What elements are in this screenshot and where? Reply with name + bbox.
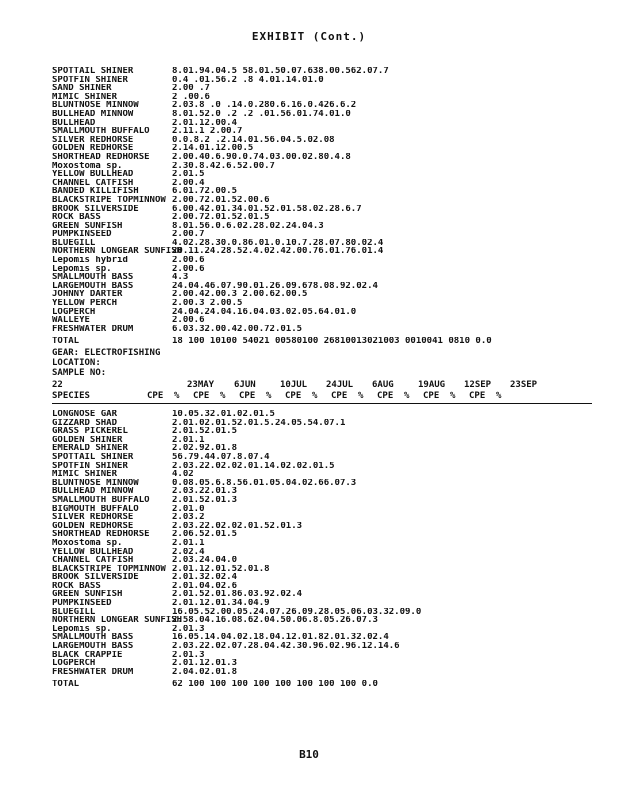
species-name: Lepomis sp. bbox=[52, 624, 112, 634]
species-name: CHANNEL CATFISH bbox=[52, 556, 134, 565]
row-values: 2.06.52.01.5 bbox=[172, 530, 238, 539]
table-row bbox=[52, 436, 592, 445]
row-values: 2.04.02.01.8 bbox=[172, 667, 238, 677]
table-row bbox=[52, 410, 592, 419]
table-row bbox=[52, 290, 592, 299]
row-values: 2.00.72.01.52.00.6 bbox=[172, 195, 270, 205]
table-row bbox=[52, 642, 592, 651]
species-name: FRESHWATER DRUM bbox=[52, 667, 134, 677]
date-7: 12SEP bbox=[464, 380, 492, 390]
date-3: 10JUL bbox=[280, 380, 308, 390]
table-row bbox=[52, 513, 592, 522]
row-values: 2.01.02.01.52.01.5.24.05.54.07.1 bbox=[172, 418, 346, 428]
table-row bbox=[52, 162, 592, 171]
species-name: BLUNTNOSE MINNOW bbox=[52, 101, 139, 110]
row-values: 2.03.24.04.0 bbox=[172, 556, 238, 565]
row-values: 6.00.42.01.34.01.52.01.58.02.28.6.7 bbox=[172, 204, 362, 214]
percent-col-label: % bbox=[404, 391, 410, 401]
row-values: 2.01.12.01.34.04.9 bbox=[172, 599, 270, 608]
total-row bbox=[52, 337, 592, 346]
species-name: Lepomis sp. bbox=[52, 264, 112, 274]
species-name: MIMIC SHINER bbox=[52, 470, 118, 479]
table-row bbox=[52, 427, 592, 436]
species-name: BROOK SILVERSIDE bbox=[52, 204, 139, 214]
table-row bbox=[52, 462, 592, 471]
date-header-row bbox=[52, 380, 592, 404]
date-2: 6JUN bbox=[234, 380, 256, 390]
table-row bbox=[52, 110, 592, 119]
percent-col-label: % bbox=[220, 391, 226, 401]
cpe-col-label: CPE bbox=[377, 391, 394, 401]
row-values: 2.03.2 bbox=[172, 513, 205, 522]
species-name: BULLHEAD bbox=[52, 118, 96, 128]
percent-col-label: % bbox=[358, 391, 364, 401]
species-name: SMALLMOUTH BASS bbox=[52, 273, 134, 282]
row-values: 2.00.4 bbox=[172, 178, 205, 188]
row-values: 2.30.8.42.6.52.00.7 bbox=[172, 161, 275, 171]
row-values: 2.03.22.02.07.28.04.42.30.96.02.96.12.14.6 bbox=[172, 642, 400, 651]
table-row bbox=[52, 325, 592, 334]
date-8: 23SEP bbox=[510, 380, 538, 390]
table-row bbox=[52, 453, 592, 462]
table-row bbox=[52, 419, 592, 428]
row-values: 2.14.01.12.00.5 bbox=[172, 144, 254, 153]
species-name: GREEN SUNFISH bbox=[52, 590, 123, 600]
cpe-col-label: CPE bbox=[239, 391, 256, 401]
table-section-1 bbox=[52, 67, 592, 346]
species-name: FRESHWATER DRUM bbox=[52, 324, 134, 334]
cpe-col-label: CPE bbox=[285, 391, 302, 401]
cpe-col-label: CPE bbox=[331, 391, 348, 401]
species-name: Lepomis hybrid bbox=[52, 256, 128, 265]
gear-line: GEAR: ELECTROFISHING bbox=[52, 348, 161, 358]
species-name: BLACKSTRIPE TOPMINNOW bbox=[52, 195, 166, 205]
species-name: GIZZARD SHAD bbox=[52, 418, 118, 428]
row-values: 2.01.52.01.86.03.92.02.4 bbox=[172, 590, 303, 600]
species-name: SHORTHEAD REDHORSE bbox=[52, 530, 150, 539]
species-name: BULLHEAD MINNOW bbox=[52, 109, 134, 119]
row-values: 2.00.3 2.00.5 bbox=[172, 299, 243, 308]
species-name: BROOK SILVERSIDE bbox=[52, 573, 139, 582]
species-name: GOLDEN REDHORSE bbox=[52, 521, 134, 531]
row-values: 2.01.12.01.3 bbox=[172, 659, 238, 668]
species-name: BLUEGILL bbox=[52, 238, 96, 248]
row-values: 2.02.92.01.8 bbox=[172, 444, 238, 453]
table-row bbox=[52, 599, 592, 608]
species-name: BULLHEAD MINNOW bbox=[52, 487, 134, 496]
total-label: TOTAL bbox=[52, 337, 80, 346]
row-values: 0.0.8.2 .2.14.01.56.04.5.02.08 bbox=[172, 135, 335, 145]
percent-col-label: % bbox=[174, 391, 180, 401]
table-row bbox=[52, 556, 592, 565]
species-name: GOLDEN SHINER bbox=[52, 435, 123, 445]
row-values: 2.03.22.01.3 bbox=[172, 487, 238, 496]
species-name: SHORTHEAD REDHORSE bbox=[52, 152, 150, 162]
row-values: 56.79.44.07.8.07.4 bbox=[172, 452, 270, 462]
species-name: Moxostoma sp. bbox=[52, 161, 123, 171]
species-name: GOLDEN REDHORSE bbox=[52, 144, 134, 153]
species-name: GREEN SUNFISH bbox=[52, 221, 123, 231]
row-values: 2.00.72.01.52.01.5 bbox=[172, 213, 270, 222]
row-values: 2.01.12.00.4 bbox=[172, 118, 238, 128]
table-row bbox=[52, 616, 592, 625]
cpe-col-label: CPE bbox=[469, 391, 486, 401]
row-values: 10.05.32.01.02.01.5 bbox=[172, 410, 275, 419]
species-name: LARGEMOUTH BASS bbox=[52, 281, 134, 291]
table-row bbox=[52, 136, 592, 145]
table-row bbox=[52, 187, 592, 196]
table-row bbox=[52, 282, 592, 291]
table-row bbox=[52, 522, 592, 531]
species-name: SILVER REDHORSE bbox=[52, 513, 134, 522]
table-row bbox=[52, 119, 592, 128]
table-row bbox=[52, 539, 592, 548]
row-values: 2.02.4 bbox=[172, 547, 205, 557]
species-name: WALLEYE bbox=[52, 316, 90, 325]
percent-col-label: % bbox=[450, 391, 456, 401]
row-values: 2.01.52.01.5 bbox=[172, 427, 238, 436]
sample-line: SAMPLE NO: bbox=[52, 368, 107, 378]
table-row bbox=[52, 444, 592, 453]
total-values: 18 100 10100 54021 00580100 26810013021003 0010041 0810 0.0 bbox=[172, 337, 492, 346]
table-row bbox=[52, 76, 592, 85]
species-name: EMERALD SHINER bbox=[52, 444, 128, 453]
species-name: CHANNEL CATFISH bbox=[52, 178, 134, 188]
species-name: NORTHERN LONGEAR SUNFISH bbox=[52, 247, 183, 257]
species-name: SMALLMOUTH BUFFALO bbox=[52, 127, 150, 136]
species-name: BANDED KILLIFISH bbox=[52, 187, 139, 196]
date-1: 23MAY bbox=[187, 380, 215, 390]
row-values: 2.00.6 bbox=[172, 316, 205, 325]
table-row bbox=[52, 179, 592, 188]
row-values: 4.02 bbox=[172, 470, 194, 479]
species-label: SPECIES bbox=[52, 391, 90, 401]
row-values: 0.08.05.6.8.56.01.05.04.02.66.07.3 bbox=[172, 478, 357, 488]
row-values: 2.01.5 bbox=[172, 170, 205, 179]
table-row bbox=[52, 127, 592, 136]
row-values: 8.01.56.0.6.02.28.02.24.04.3 bbox=[172, 221, 324, 231]
page-number: B10 bbox=[299, 748, 319, 761]
row-values: 2 .00.6 bbox=[172, 92, 210, 102]
row-values: 24.04.24.04.16.04.03.02.05.64.01.0 bbox=[172, 307, 357, 317]
table-row bbox=[52, 93, 592, 102]
sample-number: 22 bbox=[52, 380, 63, 390]
row-values: 4.02.28.30.0.86.01.0.10.7.28.07.80.02.4 bbox=[172, 238, 384, 248]
species-name: SPOTFIN SHINER bbox=[52, 461, 128, 471]
row-values: 2.58.04.16.08.62.04.50.06.8.05.26.07.3 bbox=[172, 616, 378, 625]
row-values: 2.00.42.00.3 2.00.62.00.5 bbox=[172, 290, 308, 300]
table-row bbox=[52, 608, 592, 617]
table-row bbox=[52, 256, 592, 265]
species-name: NORTHERN LONGEAR SUNFISH bbox=[52, 616, 183, 625]
species-name: YELLOW BULLHEAD bbox=[52, 170, 134, 179]
table-row bbox=[52, 548, 592, 557]
table-row bbox=[52, 582, 592, 591]
species-name: SMALLMOUTH BUFFALO bbox=[52, 495, 150, 505]
row-values: 2.01.3 bbox=[172, 624, 205, 634]
table-row bbox=[52, 101, 592, 110]
table-row bbox=[52, 67, 592, 76]
row-values: 2.01.1 bbox=[172, 538, 205, 548]
table-row bbox=[52, 239, 592, 248]
row-values: 8.01.52.0 .2 .2 .01.56.01.74.01.0 bbox=[172, 109, 351, 119]
species-name: SMALLMOUTH BASS bbox=[52, 633, 134, 643]
row-values: 2.11.1 2.00.7 bbox=[172, 127, 243, 136]
percent-col-label: % bbox=[312, 391, 318, 401]
row-values: 2.03.22.02.02.01.52.01.3 bbox=[172, 521, 303, 531]
species-name: JOHNNY DARTER bbox=[52, 290, 123, 300]
row-values: 2.00.6 bbox=[172, 264, 205, 274]
table-row bbox=[52, 265, 592, 274]
table-row bbox=[52, 573, 592, 582]
row-values: 2.00 .7 bbox=[172, 84, 210, 93]
row-values: 2.00.40.6.90.0.74.03.00.02.80.4.8 bbox=[172, 152, 351, 162]
species-name: YELLOW PERCH bbox=[52, 299, 118, 308]
total-row bbox=[52, 680, 592, 689]
row-values: 2.01.0 bbox=[172, 504, 205, 514]
table-row bbox=[52, 153, 592, 162]
table-row bbox=[52, 633, 592, 642]
date-4: 24JUL bbox=[326, 380, 354, 390]
row-values: 2.03.22.02.02.01.14.02.02.01.5 bbox=[172, 461, 335, 471]
species-name: Moxostoma sp. bbox=[52, 538, 123, 548]
row-values: 2.01.1 bbox=[172, 435, 205, 445]
row-values: 16.05.52.00.05.24.07.26.09.28.05.06.03.32.09.0 bbox=[172, 607, 422, 617]
row-values: 2.01.04.02.6 bbox=[172, 581, 238, 591]
table-row bbox=[52, 299, 592, 308]
species-name: SPOTTAIL SHINER bbox=[52, 67, 134, 76]
table-row bbox=[52, 487, 592, 496]
table-row bbox=[52, 84, 592, 93]
table-row bbox=[52, 659, 592, 668]
row-values: 2.00.6 bbox=[172, 256, 205, 265]
species-name: SILVER REDHORSE bbox=[52, 135, 134, 145]
table-row bbox=[52, 230, 592, 239]
species-name: PUMPKINSEED bbox=[52, 230, 112, 239]
row-values: 8.01.94.04.5 58.01.50.07.638.00.562.07.7 bbox=[172, 67, 389, 76]
row-values: 6.03.32.00.42.00.72.01.5 bbox=[172, 324, 303, 334]
percent-col-label: % bbox=[266, 391, 272, 401]
cpe-col-label: CPE bbox=[423, 391, 440, 401]
table-row bbox=[52, 668, 592, 677]
row-values: 2.01.32.02.4 bbox=[172, 573, 238, 582]
row-values: 2.01.52.01.3 bbox=[172, 495, 238, 505]
species-name: BLUNTNOSE MINNOW bbox=[52, 478, 139, 488]
percent-col-label: % bbox=[496, 391, 502, 401]
species-name: YELLOW BULLHEAD bbox=[52, 547, 134, 557]
species-name: MIMIC SHINER bbox=[52, 92, 118, 102]
table-row bbox=[52, 479, 592, 488]
page-title: EXHIBIT (Cont.) bbox=[251, 30, 367, 43]
row-values: 20.11.24.28.52.4.02.42.00.76.01.76.01.4 bbox=[172, 247, 384, 257]
table-row bbox=[52, 273, 592, 282]
species-name: SPOTTAIL SHINER bbox=[52, 452, 134, 462]
table-row bbox=[52, 316, 592, 325]
table-row bbox=[52, 170, 592, 179]
species-name: LOGPERCH bbox=[52, 307, 96, 317]
row-values: 4.3 bbox=[172, 273, 189, 282]
row-values: 2.01.3 bbox=[172, 650, 205, 660]
table-row bbox=[52, 590, 592, 599]
species-name: BLACKSTRIPE TOPMINNOW bbox=[52, 564, 166, 574]
location-line: LOCATION: bbox=[52, 358, 101, 368]
table-row bbox=[52, 625, 592, 634]
row-values: 6.01.72.00.5 bbox=[172, 187, 238, 196]
row-values: 2.03.8 .0 .14.0.280.6.16.0.426.6.2 bbox=[172, 101, 357, 110]
species-name: GRASS PICKEREL bbox=[52, 427, 128, 436]
species-name: PUMPKINSEED bbox=[52, 599, 112, 608]
species-name: ROCK BASS bbox=[52, 213, 101, 222]
date-6: 19AUG bbox=[418, 380, 446, 390]
table-section-2-header bbox=[52, 348, 592, 378]
table-row bbox=[52, 530, 592, 539]
cpe-col-label: CPE bbox=[147, 391, 164, 401]
cpe-header-row bbox=[52, 391, 592, 404]
table-row bbox=[52, 213, 592, 222]
table-row bbox=[52, 144, 592, 153]
table-row bbox=[52, 308, 592, 317]
table-section-2 bbox=[52, 410, 592, 689]
species-name: LARGEMOUTH BASS bbox=[52, 642, 134, 651]
species-name: SPOTFIN SHINER bbox=[52, 75, 128, 85]
table-row bbox=[52, 651, 592, 660]
row-values: 2.01.12.01.52.01.8 bbox=[172, 564, 270, 574]
cpe-col-label: CPE bbox=[193, 391, 210, 401]
table-row bbox=[52, 470, 592, 479]
species-name: BIGMOUTH BUFFALO bbox=[52, 504, 139, 514]
total-values: 62 100 100 100 100 100 100 100 100 0.0 bbox=[172, 680, 378, 689]
table-row bbox=[52, 505, 592, 514]
species-name: SAND SHINER bbox=[52, 84, 112, 93]
date-5: 6AUG bbox=[372, 380, 394, 390]
table-row bbox=[52, 205, 592, 214]
table-row bbox=[52, 247, 592, 256]
row-values: 0.4 .01.56.2 .8 4.01.14.01.0 bbox=[172, 75, 324, 85]
species-name: BLUEGILL bbox=[52, 607, 96, 617]
total-label: TOTAL bbox=[52, 680, 80, 689]
table-row bbox=[52, 222, 592, 231]
species-name: LOGPERCH bbox=[52, 659, 96, 668]
species-name: ROCK BASS bbox=[52, 581, 101, 591]
table-row bbox=[52, 496, 592, 505]
row-values: 24.04.46.07.90.01.26.09.678.08.92.02.4 bbox=[172, 281, 378, 291]
row-values: 16.05.14.04.02.18.04.12.01.82.01.32.02.4 bbox=[172, 633, 389, 643]
table-row bbox=[52, 565, 592, 574]
species-name: BLACK CRAPPIE bbox=[52, 650, 123, 660]
species-name: LONGNOSE GAR bbox=[52, 410, 118, 419]
table-row bbox=[52, 196, 592, 205]
row-values: 2.00.7 bbox=[172, 230, 205, 239]
